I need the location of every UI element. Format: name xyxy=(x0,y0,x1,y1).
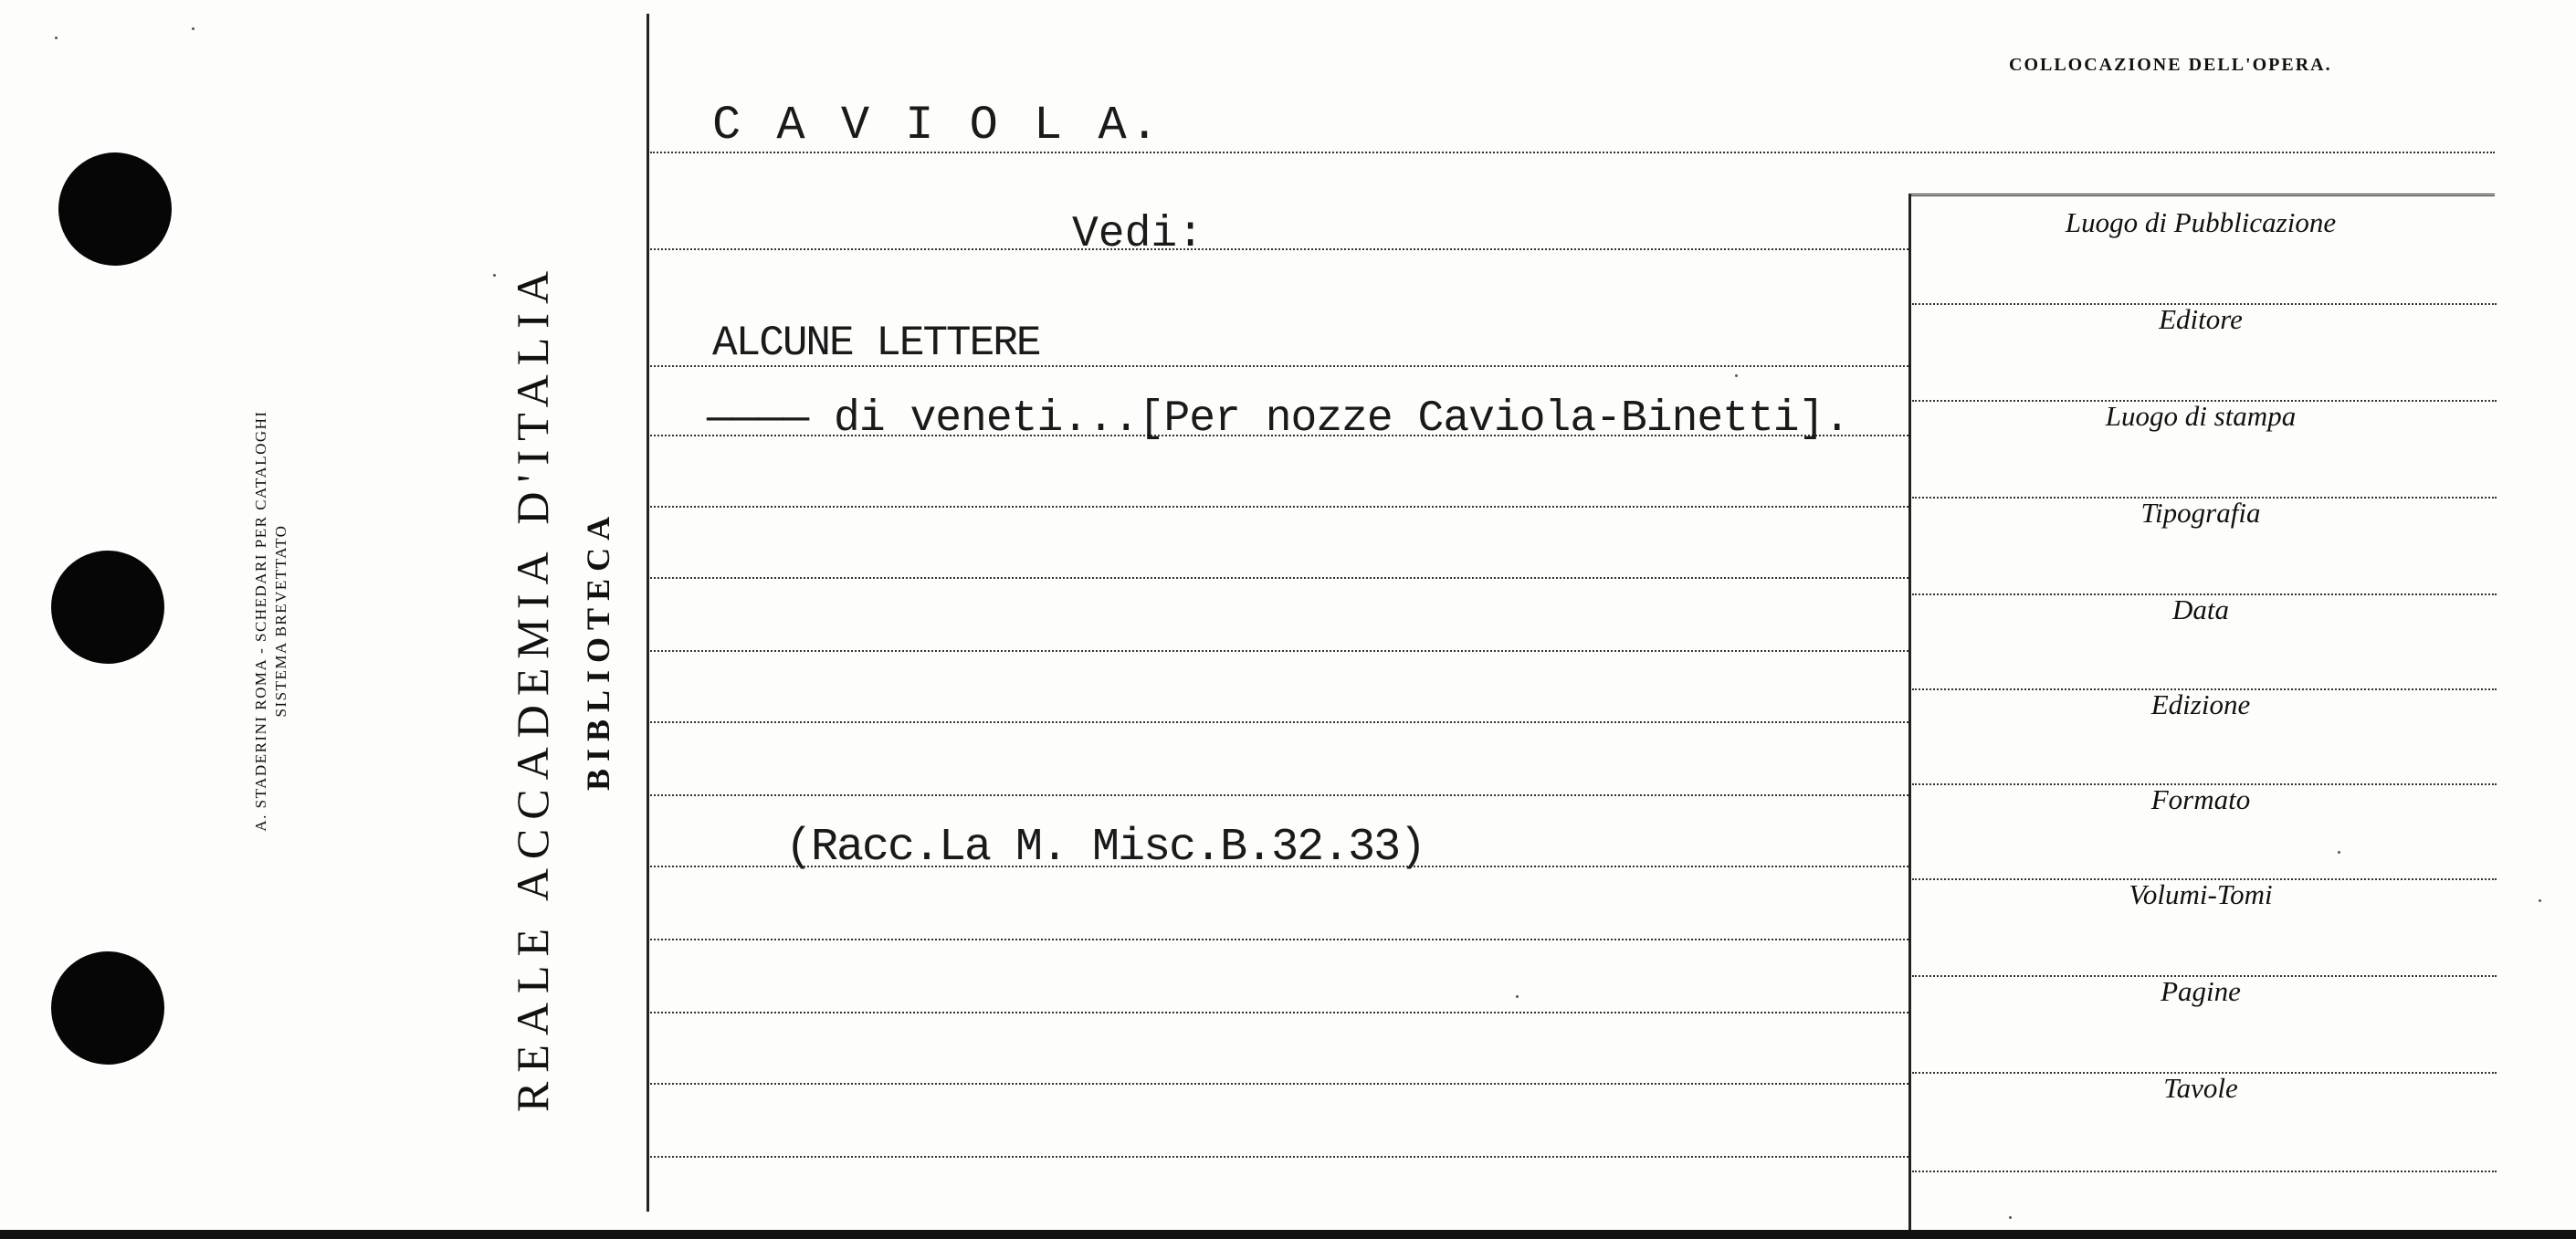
entry-subtitle: ———— di veneti...[Per nozze Caviola-Binetti]. xyxy=(707,394,1850,444)
field-box-top-rule xyxy=(1908,194,2495,196)
punch-hole-top xyxy=(58,152,172,266)
institution-name: REALE ACCADEMIA D'ITALIA xyxy=(507,261,558,1112)
field-separator xyxy=(1912,1171,2497,1172)
ruled-line xyxy=(650,506,1908,508)
left-margin-rule xyxy=(647,14,649,1212)
field-label-place-of-publication: Luogo di Pubblicazione xyxy=(2065,206,2337,238)
punch-hole-middle xyxy=(51,551,164,664)
ruled-line xyxy=(650,939,1908,940)
printer-imprint xyxy=(251,329,291,913)
entry-heading: C A V I O L A. xyxy=(712,99,1162,152)
card-bottom-edge xyxy=(0,1230,2576,1239)
field-label-plates: Tavole xyxy=(2163,1072,2238,1104)
printer-imprint-line1: A. STADERINI ROMA - SCHEDARI PER CATALOGHI xyxy=(252,410,269,832)
field-label-place-of-printing: Luogo di stampa xyxy=(2105,400,2297,432)
library-label: BIBLIOTECA xyxy=(580,509,616,791)
field-label-edition: Edizione xyxy=(2150,688,2251,720)
ruled-line xyxy=(650,1012,1908,1013)
scan-speck xyxy=(2539,899,2541,902)
printer-imprint-line2: SISTEMA BREVETTATO xyxy=(272,524,289,718)
punch-hole-bottom xyxy=(51,951,164,1065)
scan-speck xyxy=(1516,995,1519,998)
ruled-line xyxy=(650,721,1908,723)
entry-title: ALCUNE LETTERE xyxy=(712,320,1040,367)
scan-speck xyxy=(493,274,496,277)
field-label-pages: Pagine xyxy=(2161,975,2241,1007)
scan-speck xyxy=(55,37,58,39)
ruled-line xyxy=(650,1156,1908,1158)
field-label-format: Formato xyxy=(2150,783,2251,815)
scan-speck xyxy=(2338,851,2340,854)
field-label-volumes: Volumi-Tomi xyxy=(2129,878,2273,910)
location-header: COLLOCAZIONE DELL'OPERA. xyxy=(2009,55,2332,75)
field-label-date: Data xyxy=(2172,593,2229,625)
see-label: Vedi: xyxy=(1072,210,1204,259)
ruled-line xyxy=(650,794,1908,796)
scan-speck xyxy=(192,27,195,30)
scan-speck xyxy=(1735,374,1738,377)
scan-speck xyxy=(2009,1216,2012,1219)
ruled-line xyxy=(650,1083,1908,1085)
ruled-line xyxy=(650,248,1908,250)
shelfmark: (Racc.La M. Misc.B.32.33) xyxy=(785,822,1425,874)
field-label-publisher: Editore xyxy=(2159,303,2243,335)
ruled-line xyxy=(650,577,1908,579)
field-label-printer: Tipografia xyxy=(2140,497,2261,529)
ruled-line xyxy=(650,650,1908,652)
